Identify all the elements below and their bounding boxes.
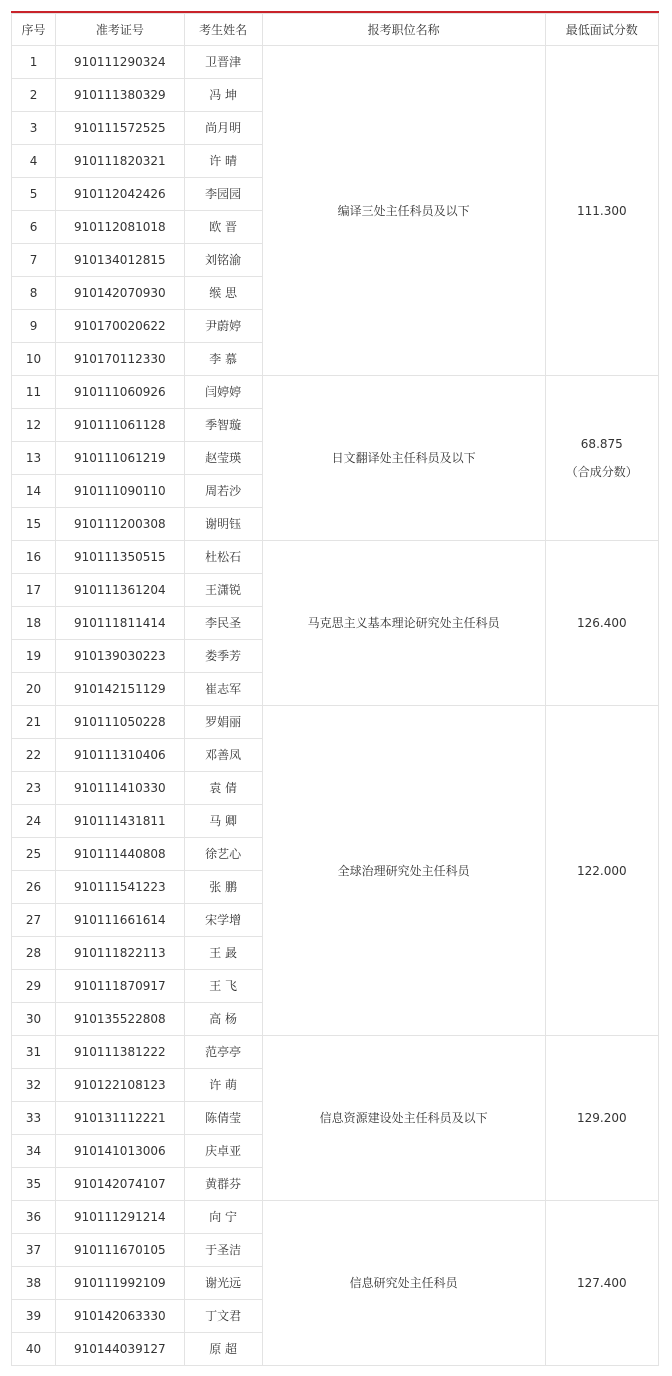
- min-score-cell: [545, 1201, 658, 1366]
- row-number: 22: [12, 739, 56, 772]
- row-number: 3: [12, 112, 56, 145]
- candidate-name: 王潇锐: [184, 574, 262, 607]
- candidate-name: 高 杨: [184, 1003, 262, 1036]
- exam-id: 910111090110: [56, 475, 184, 508]
- min-score-cell: [545, 376, 658, 541]
- candidate-name: 李 慕: [184, 343, 262, 376]
- row-number: 16: [12, 541, 56, 574]
- exam-id: 910111361204: [56, 574, 184, 607]
- row-number: 19: [12, 640, 56, 673]
- candidate-name: 赵莹瑛: [184, 442, 262, 475]
- interview-score-table: [11, 13, 659, 1366]
- candidate-name: 徐艺心: [184, 838, 262, 871]
- row-number: 17: [12, 574, 56, 607]
- header-candidate-name: 考生姓名: [184, 14, 262, 46]
- row-number: 2: [12, 79, 56, 112]
- row-number: 29: [12, 970, 56, 1003]
- min-score-value: 68.875: [580, 437, 623, 451]
- exam-id: 910111350515: [56, 541, 184, 574]
- results-table-container: [11, 11, 659, 1366]
- exam-id: 910111380329: [56, 79, 184, 112]
- exam-id: 910135522808: [56, 1003, 184, 1036]
- table-row: [12, 541, 659, 574]
- exam-id: 910112042426: [56, 178, 184, 211]
- row-number: 7: [12, 244, 56, 277]
- candidate-name: 王 飞: [184, 970, 262, 1003]
- position-name: 马克思主义基本理论研究处主任科员: [262, 541, 545, 706]
- row-number: 8: [12, 277, 56, 310]
- min-score-cell: [545, 46, 658, 376]
- exam-id: 910111291214: [56, 1201, 184, 1234]
- header-position: 报考职位名称: [262, 14, 545, 46]
- candidate-name: 崔志军: [184, 673, 262, 706]
- row-number: 27: [12, 904, 56, 937]
- candidate-name: 欧 晋: [184, 211, 262, 244]
- exam-id: 910111061219: [56, 442, 184, 475]
- exam-id: 910111822113: [56, 937, 184, 970]
- candidate-name: 于圣洁: [184, 1234, 262, 1267]
- row-number: 33: [12, 1102, 56, 1135]
- exam-id: 910141013006: [56, 1135, 184, 1168]
- row-number: 37: [12, 1234, 56, 1267]
- min-score-cell: [545, 706, 658, 1036]
- min-score-value: 127.400: [576, 1276, 627, 1290]
- table-row: [12, 706, 659, 739]
- candidate-name: 谢光远: [184, 1267, 262, 1300]
- exam-id: 910111670105: [56, 1234, 184, 1267]
- row-number: 12: [12, 409, 56, 442]
- row-number: 35: [12, 1168, 56, 1201]
- exam-id: 910111992109: [56, 1267, 184, 1300]
- exam-id: 910111431811: [56, 805, 184, 838]
- header-min-score: 最低面试分数: [545, 14, 658, 46]
- row-number: 4: [12, 145, 56, 178]
- table-row: [12, 1201, 659, 1234]
- row-number: 26: [12, 871, 56, 904]
- row-number: 21: [12, 706, 56, 739]
- candidate-name: 邓善凤: [184, 739, 262, 772]
- row-number: 9: [12, 310, 56, 343]
- exam-id: 910170112330: [56, 343, 184, 376]
- min-score-value: 122.000: [576, 863, 627, 878]
- candidate-name: 闫婷婷: [184, 376, 262, 409]
- candidate-name: 宋学增: [184, 904, 262, 937]
- row-number: 11: [12, 376, 56, 409]
- candidate-name: 缑 思: [184, 277, 262, 310]
- exam-id: 910111050228: [56, 706, 184, 739]
- candidate-name: 尹蔚婷: [184, 310, 262, 343]
- exam-id: 910142070930: [56, 277, 184, 310]
- candidate-name: 尚月明: [184, 112, 262, 145]
- row-number: 1: [12, 46, 56, 79]
- row-number: 18: [12, 607, 56, 640]
- score-note: （合成分数）: [565, 465, 638, 479]
- row-number: 38: [12, 1267, 56, 1300]
- exam-id: 910111290324: [56, 46, 184, 79]
- exam-id: 910170020622: [56, 310, 184, 343]
- candidate-name: 原 超: [184, 1333, 262, 1366]
- row-number: 13: [12, 442, 56, 475]
- row-number: 28: [12, 937, 56, 970]
- row-number: 23: [12, 772, 56, 805]
- row-number: 6: [12, 211, 56, 244]
- candidate-name: 李民圣: [184, 607, 262, 640]
- exam-id: 910111661614: [56, 904, 184, 937]
- position-name: 信息研究处主任科员: [262, 1201, 545, 1366]
- candidate-name: 卫晋津: [184, 46, 262, 79]
- exam-id: 910111381222: [56, 1036, 184, 1069]
- position-name: 信息资源建设处主任科员及以下: [262, 1036, 545, 1201]
- header-row: [12, 14, 659, 46]
- row-number: 20: [12, 673, 56, 706]
- row-number: 24: [12, 805, 56, 838]
- candidate-name: 李园园: [184, 178, 262, 211]
- candidate-name: 杜松石: [184, 541, 262, 574]
- position-name: 日文翻译处主任科员及以下: [262, 376, 545, 541]
- min-score-cell: [545, 541, 658, 706]
- row-number: 15: [12, 508, 56, 541]
- exam-id: 910111440808: [56, 838, 184, 871]
- candidate-name: 谢明钰: [184, 508, 262, 541]
- candidate-name: 丁文君: [184, 1300, 262, 1333]
- exam-id: 910131112221: [56, 1102, 184, 1135]
- candidate-name: 罗娟丽: [184, 706, 262, 739]
- min-score-value: 129.200: [576, 1111, 627, 1125]
- header-no: 序号: [12, 14, 56, 46]
- candidate-name: 王 晸: [184, 937, 262, 970]
- exam-id: 910112081018: [56, 211, 184, 244]
- table-row: [12, 1036, 659, 1069]
- candidate-name: 陈倩莹: [184, 1102, 262, 1135]
- exam-id: 910142074107: [56, 1168, 184, 1201]
- position-name: 编译三处主任科员及以下: [262, 46, 545, 376]
- position-name: 全球治理研究处主任科员: [262, 706, 545, 1036]
- exam-id: 910111820321: [56, 145, 184, 178]
- candidate-name: 许 萌: [184, 1069, 262, 1102]
- row-number: 31: [12, 1036, 56, 1069]
- candidate-name: 娄季芳: [184, 640, 262, 673]
- exam-id: 910111541223: [56, 871, 184, 904]
- header-exam-id: 准考证号: [56, 14, 184, 46]
- candidate-name: 向 宁: [184, 1201, 262, 1234]
- exam-id: 910111811414: [56, 607, 184, 640]
- min-score-value: 126.400: [576, 616, 627, 630]
- row-number: 36: [12, 1201, 56, 1234]
- candidate-name: 许 晴: [184, 145, 262, 178]
- table-row: [12, 46, 659, 79]
- candidate-name: 庆卓亚: [184, 1135, 262, 1168]
- table-row: [12, 376, 659, 409]
- exam-id: 910111870917: [56, 970, 184, 1003]
- exam-id: 910111310406: [56, 739, 184, 772]
- candidate-name: 袁 倩: [184, 772, 262, 805]
- exam-id: 910139030223: [56, 640, 184, 673]
- exam-id: 910142063330: [56, 1300, 184, 1333]
- table-header: [12, 14, 659, 46]
- candidate-name: 刘铭渝: [184, 244, 262, 277]
- candidate-name: 张 鹏: [184, 871, 262, 904]
- exam-id: 910111060926: [56, 376, 184, 409]
- min-score-cell: [545, 1036, 658, 1201]
- row-number: 5: [12, 178, 56, 211]
- exam-id: 910111200308: [56, 508, 184, 541]
- exam-id: 910111061128: [56, 409, 184, 442]
- row-number: 39: [12, 1300, 56, 1333]
- row-number: 32: [12, 1069, 56, 1102]
- exam-id: 910144039127: [56, 1333, 184, 1366]
- exam-id: 910134012815: [56, 244, 184, 277]
- row-number: 40: [12, 1333, 56, 1366]
- candidate-name: 周若沙: [184, 475, 262, 508]
- candidate-name: 马 卿: [184, 805, 262, 838]
- exam-id: 910111572525: [56, 112, 184, 145]
- table-body: [12, 46, 659, 1366]
- candidate-name: 冯 坤: [184, 79, 262, 112]
- exam-id: 910142151129: [56, 673, 184, 706]
- min-score-value: 111.300: [576, 203, 627, 218]
- candidate-name: 范亭亭: [184, 1036, 262, 1069]
- row-number: 10: [12, 343, 56, 376]
- exam-id: 910122108123: [56, 1069, 184, 1102]
- exam-id: 910111410330: [56, 772, 184, 805]
- candidate-name: 季智璇: [184, 409, 262, 442]
- row-number: 14: [12, 475, 56, 508]
- row-number: 34: [12, 1135, 56, 1168]
- row-number: 25: [12, 838, 56, 871]
- row-number: 30: [12, 1003, 56, 1036]
- candidate-name: 黄群芬: [184, 1168, 262, 1201]
